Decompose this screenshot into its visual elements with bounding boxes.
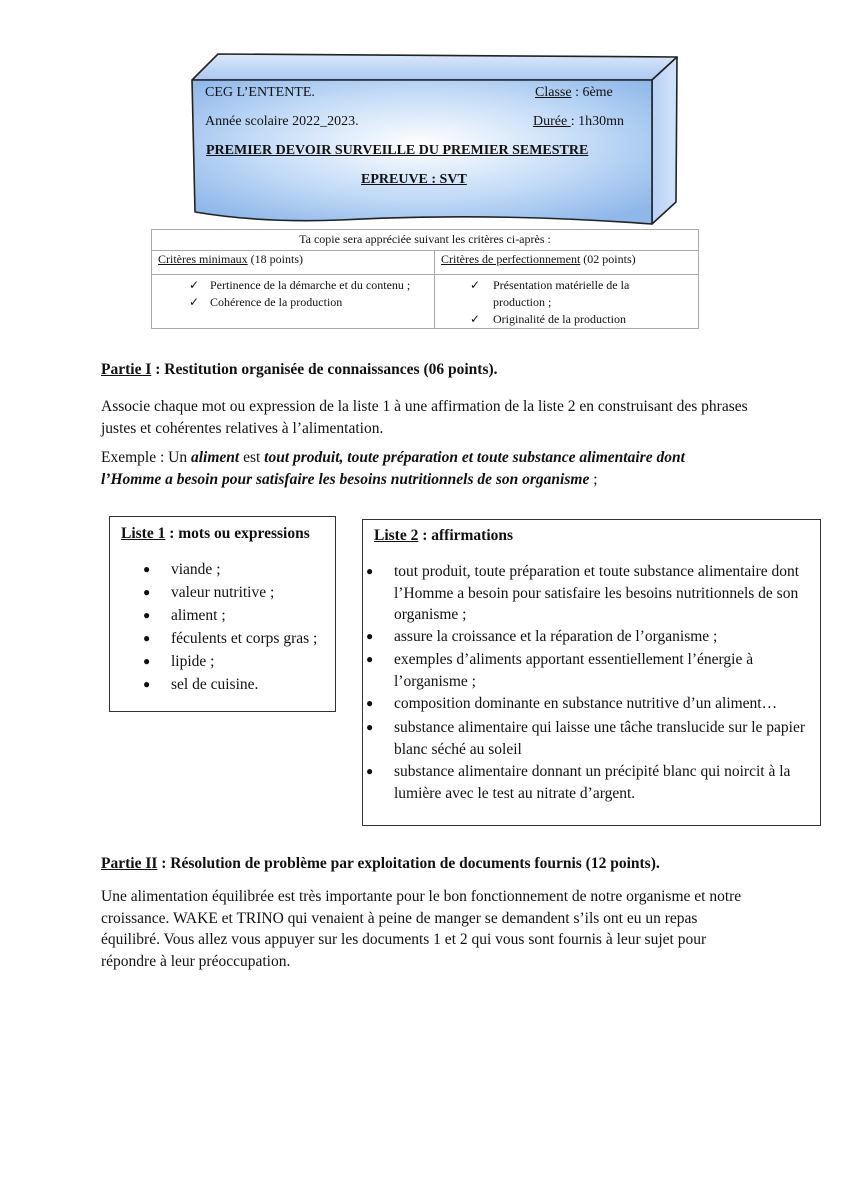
check-icon: ✓ [470,312,481,326]
devoir-title: PREMIER DEVOIR SURVEILLE DU PREMIER SEMESTRE [206,143,589,158]
duration-value: : 1h30mn [570,114,624,129]
criteria-item-text: Présentation matérielle de la [493,278,630,292]
example-mid: est [239,449,265,466]
list-item-text: substance alimentaire donnant un précipité blanc qui noircit à la lumière avec le test au nitrate d’argent. [394,763,791,802]
example-prefix: Exemple : Un [101,449,191,466]
bullet-icon: ● [366,696,374,710]
example-end: ; [589,470,598,488]
liste2-box [362,519,821,826]
list-item [366,717,814,760]
criteria-item [189,278,199,293]
partie1-example [101,447,741,490]
header-box-shape [190,52,680,230]
list-item [143,582,275,604]
liste1-title [121,525,310,543]
liste2-heading: : affirmations [418,527,514,544]
check-icon: ✓ [189,295,200,309]
list-item [366,761,814,804]
epreuve-title: EPREUVE : SVT [361,172,467,187]
bullet-icon: ● [143,562,151,576]
class-info [535,85,613,101]
criteria-min-cell [152,251,435,328]
list-item-text: féculents et corps gras ; [171,630,318,647]
criteria-min-label: Critères minimaux [158,252,248,266]
duration-label: Durée [533,114,571,129]
check-icon: ✓ [470,278,481,292]
criteria-item [470,278,480,293]
liste1-box [109,516,336,712]
list-item-text: exemples d’aliments apportant essentiellement l’énergie à l’organisme ; [394,651,754,690]
criteria-perf-points: (02 points) [580,252,636,266]
partie2-heading: : Résolution de problème par exploitation de documents fournis (12 points). [157,855,660,872]
list-item-text: sel de cuisine. [171,676,259,693]
bullet-icon: ● [366,629,374,643]
list-item [366,649,814,692]
partie1-heading: : Restitution organisée de connaissances (06 points). [151,361,498,378]
list-item [143,674,259,696]
criteria-table [151,229,699,329]
criteria-perf-header [435,251,698,275]
bullet-icon: ● [366,652,374,666]
liste2-title [374,527,513,545]
list-item-text: viande ; [171,561,221,578]
list-item [143,559,221,581]
school-name: CEG L’ENTENTE. [205,85,315,100]
bullet-icon: ● [366,564,374,578]
duration-info [533,114,624,130]
list-item-text: aliment ; [171,607,226,624]
liste1-heading: : mots ou expressions [165,525,310,542]
example-definition: tout produit, toute préparation et toute substance alimentaire dont l’Homme a besoin pour satisfaire les besoins nutritionnels de son organisme [101,449,685,488]
criteria-item [470,312,480,327]
partie2-title [101,855,660,873]
bullet-icon: ● [143,631,151,645]
partie1-instruction: Associe chaque mot ou expression de la liste 1 à une affirmation de la liste 2 en construisant des phrases justes et cohérentes relatives à l’alimentation. [101,398,748,437]
list-item-text: lipide ; [171,653,215,670]
partie1-label: Partie I [101,361,152,378]
list-item-text: composition dominante en substance nutritive d’un aliment… [394,695,778,712]
criteria-item-text: Cohérence de la production [210,295,343,309]
criteria-item-text: Pertinence de la démarche et du contenu ; [210,278,411,292]
criteria-item-text: production ; [493,295,552,309]
class-label: Classe [535,85,572,100]
criteria-item-text: Originalité de la production [493,312,626,326]
partie2-text: Une alimentation équilibrée est très importante pour le bon fonctionnement de notre organisme et notre croissance. WAKE et TRINO qui venaient à peine de manger se demandent s’ils ont eu un repas équilibré. Vous allez vous appuyer sur les documents 1 et 2 qui vous sont fournis à leur sujet pour répondre à leur préoccupation. [101,888,742,970]
class-value: : 6ème [571,85,613,100]
partie2-label: Partie II [101,855,158,872]
criteria-caption: Ta copie sera appréciée suivant les critères ci-après : [152,230,698,251]
list-item [366,561,814,626]
liste1-label: Liste 1 [121,525,166,542]
bullet-icon: ● [143,608,151,622]
partie1-title [101,361,498,379]
bullet-icon: ● [366,764,374,778]
bullet-icon: ● [143,677,151,691]
list-item [366,626,814,648]
header-box [190,52,680,230]
example-word: aliment [190,449,240,466]
criteria-perf-label: Critères de perfectionnement [441,252,581,266]
criteria-perf-cell [435,251,698,328]
list-item [366,693,819,715]
list-item [143,605,226,627]
list-item-text: assure la croissance et la réparation de l’organisme ; [394,628,718,645]
list-item-text: valeur nutritive ; [171,584,275,601]
bullet-icon: ● [143,654,151,668]
bullet-icon: ● [366,720,374,734]
criteria-min-header [152,251,434,275]
check-icon: ✓ [189,278,200,292]
list-item [143,651,215,673]
list-item [143,628,318,650]
liste2-label: Liste 2 [374,527,419,544]
list-item-text: tout produit, toute préparation et toute substance alimentaire dont l’Homme a besoin pour satisfaire les besoins nutritionnels de son organisme ; [394,563,800,623]
list-item-text: substance alimentaire qui laisse une tâche translucide sur le papier blanc séché au soleil [394,719,806,758]
bullet-icon: ● [143,585,151,599]
criteria-item [189,295,199,310]
school-year: Année scolaire 2022_2023. [205,114,359,129]
criteria-min-points: (18 points) [247,252,303,266]
